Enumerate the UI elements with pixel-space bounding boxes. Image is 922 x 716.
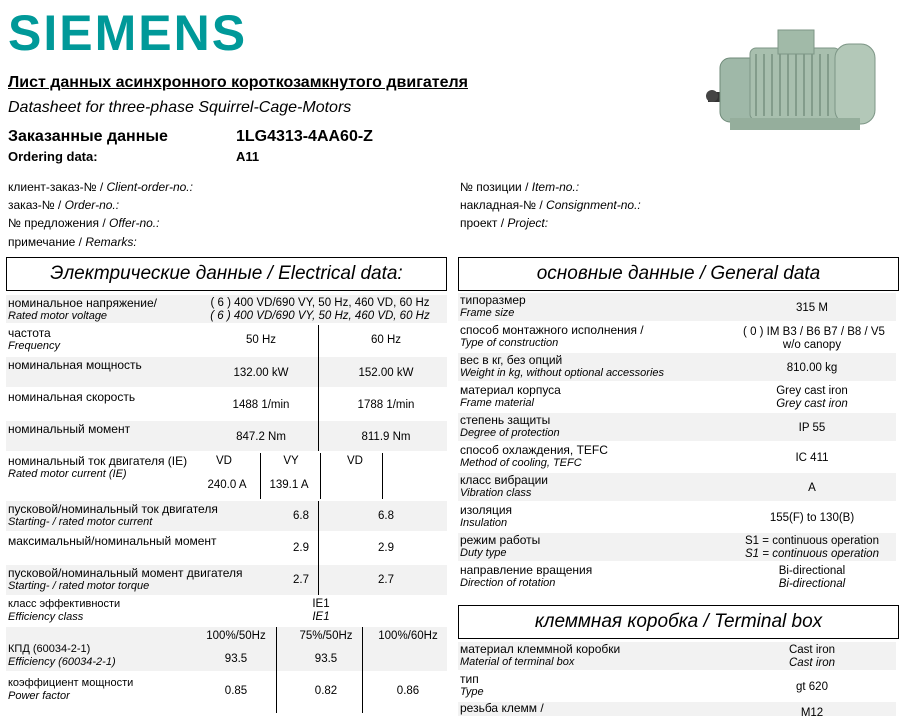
insulation-value: 155(F) to 130(B) <box>769 512 855 524</box>
siemens-logo: SIEMENS <box>8 5 248 61</box>
voltage-value-2: ( 6 ) 400 VD/690 VY, 50 Hz, 460 VD, 60 Hz <box>210 310 430 322</box>
general-row-duty <box>458 533 896 561</box>
general-row-insulation <box>458 503 896 531</box>
efficiency-label: КПД (60034-2-1) Efficiency (60034-2-1) <box>8 643 116 668</box>
title-ru: Лист данных асинхронного короткозамкнутого двигателя <box>8 74 468 91</box>
current-divider-2 <box>320 453 321 499</box>
electrical-divider-lower-1 <box>276 627 277 713</box>
electrical-divider-upper <box>318 325 319 451</box>
eff-class-label: класс эффективности Efficiency class <box>8 598 121 623</box>
meta-item-no: № позиции / Item-no.: <box>460 180 580 194</box>
protection-label: степень защиты Degree of protection <box>460 413 560 439</box>
torque-label: номинальный момент <box>8 422 131 436</box>
electrical-divider-lower-2 <box>362 627 363 713</box>
voltage-row <box>6 295 447 323</box>
duty-value-1: S1 = continuous operation <box>745 535 879 547</box>
max-torque-value-a: 2.9 <box>293 542 309 554</box>
terminal-material-value-2: Cast iron <box>788 657 836 669</box>
power-factor-label: коэффициент мощности Power factor <box>8 677 134 702</box>
terminal-type-label: тип Type <box>460 672 484 698</box>
terminal-thread-value: M12 <box>800 707 824 716</box>
frequency-value-a: 50 Hz <box>245 334 277 346</box>
frame-size-value: 315 M <box>796 302 828 314</box>
ordering-label-en: Ordering data: <box>8 149 98 164</box>
general-header: основные данные / General data <box>458 257 899 291</box>
start-torque-value-b: 2.7 <box>378 574 394 586</box>
power-factor-value-a: 0.85 <box>224 685 248 697</box>
meta-order-no: заказ-№ / Order-no.: <box>8 198 120 212</box>
frequency-label: частота Frequency <box>8 326 60 352</box>
terminal-header: клеммная коробка / Terminal box <box>458 605 899 639</box>
general-row-frame-material <box>458 383 896 411</box>
meta-consignment-no: накладная-№ / Consignment-no.: <box>460 198 641 212</box>
power-row <box>6 357 447 387</box>
start-torque-row <box>6 565 447 595</box>
current-header-vd2: VD <box>347 455 363 467</box>
voltage-value-1: ( 6 ) 400 VD/690 VY, 50 Hz, 460 VD, 60 Hz <box>210 297 430 309</box>
current-divider-3 <box>382 453 383 499</box>
meta-project: проект / Project: <box>460 216 549 230</box>
voltage-label: номинальное напряжение/ Rated motor voltage <box>8 296 157 322</box>
efficiency-header-1: 100%/50Hz <box>206 630 266 642</box>
terminal-material-value-1: Cast iron <box>788 644 836 656</box>
start-torque-label: пусковой/номинальный момент двигателя Starting- / rated motor torque <box>8 566 243 592</box>
rotation-value-2: Bi-directional <box>778 578 846 590</box>
power-factor-value-c: 0.86 <box>396 685 420 697</box>
meta-offer-no: № предложения / Offer-no.: <box>8 216 160 230</box>
torque-row <box>6 421 447 451</box>
eff-class-value-b: IE1 <box>312 611 330 623</box>
construction-value-2: w/o canopy <box>782 339 842 351</box>
general-row-weight <box>458 353 896 381</box>
current-row <box>6 453 447 499</box>
speed-value-b: 1788 1/min <box>357 399 415 411</box>
protection-value: IP 55 <box>798 422 826 434</box>
general-row-rotation <box>458 563 896 591</box>
start-current-value-a: 6.8 <box>293 510 309 522</box>
eff-class-row <box>6 597 447 625</box>
efficiency-value-a: 93.5 <box>224 653 248 665</box>
power-factor-row <box>6 673 447 713</box>
terminal-material-label: материал клеммной коробки Material of terminal box <box>460 642 621 668</box>
max-torque-label: максимальный/номинальный момент <box>8 534 217 548</box>
cooling-value: IC 411 <box>795 452 829 464</box>
speed-label: номинальная скорость <box>8 390 136 404</box>
efficiency-header-3: 100%/60Hz <box>378 630 438 642</box>
frequency-row <box>6 325 447 355</box>
start-current-value-b: 6.8 <box>378 510 394 522</box>
meta-client-order: клиент-заказ-№ / Client-order-no.: <box>8 180 193 194</box>
start-current-label: пусковой/номинальный ток двигателя Starting- / rated motor current <box>8 502 218 528</box>
general-row-cooling <box>458 443 896 471</box>
weight-label: вес в кг, без опций Weight in kg, without optional accessories <box>460 353 665 379</box>
general-row-frame-size <box>458 293 896 321</box>
electrical-header: Электрические данные / Electrical data: <box>6 257 447 291</box>
ordering-suffix: A11 <box>236 149 260 164</box>
current-label: номинальный ток двигателя (IE) Rated motor current (IE) <box>8 454 188 480</box>
motor-illustration <box>690 8 890 138</box>
terminal-row-material <box>458 642 896 670</box>
power-label: номинальная мощность <box>8 358 142 372</box>
ordering-number: 1LG4313-4AA60-Z <box>236 128 373 145</box>
eff-class-value-a: IE1 <box>312 598 330 610</box>
torque-value-a: 847.2 Nm <box>236 431 286 443</box>
current-header-vy: VY <box>283 455 299 467</box>
vibration-label: класс вибрации Vibration class <box>460 473 548 499</box>
power-value-b: 152.00 kW <box>358 367 414 379</box>
meta-remarks: примечание / Remarks: <box>8 235 137 249</box>
general-row-protection <box>458 413 896 441</box>
current-divider-1 <box>260 453 261 499</box>
general-row-construction <box>458 323 896 351</box>
current-value-b: 139.1 A <box>269 479 309 491</box>
frequency-value-b: 60 Hz <box>370 334 402 346</box>
rotation-label: направление вращения Direction of rotation <box>460 563 593 589</box>
construction-value-1: ( 0 ) IM B3 / B6 B7 / B8 / V5 <box>743 326 885 338</box>
torque-value-b: 811.9 Nm <box>361 431 411 443</box>
frame-material-label: материал корпуса Frame material <box>460 383 561 409</box>
frame-material-value-1: Grey cast iron <box>776 385 848 397</box>
rotation-value-1: Bi-directional <box>778 565 846 577</box>
motor-image <box>690 8 890 138</box>
power-factor-value-b: 0.82 <box>314 685 338 697</box>
start-current-row <box>6 501 447 531</box>
frame-material-value-2: Grey cast iron <box>776 398 848 410</box>
max-torque-row <box>6 533 447 563</box>
speed-row <box>6 389 447 419</box>
terminal-row-thread <box>458 702 896 716</box>
ordering-label-ru: Заказанные данные <box>8 128 168 145</box>
vibration-value: A <box>808 482 816 494</box>
construction-label: способ монтажного исполнения / Type of construction <box>460 323 644 349</box>
efficiency-value-b: 93.5 <box>314 653 338 665</box>
current-header-vd: VD <box>216 455 232 467</box>
electrical-divider-mid <box>318 501 319 595</box>
terminal-type-value: gt 620 <box>796 681 828 693</box>
power-value-a: 132.00 kW <box>233 367 289 379</box>
terminal-row-type <box>458 672 896 700</box>
max-torque-value-b: 2.9 <box>378 542 394 554</box>
duty-label: режим работы Duty type <box>460 533 541 559</box>
efficiency-header-2: 75%/50Hz <box>299 630 353 642</box>
start-torque-value-a: 2.7 <box>293 574 309 586</box>
speed-value-a: 1488 1/min <box>232 399 290 411</box>
weight-value: 810.00 kg <box>786 362 838 374</box>
current-value-a: 240.0 A <box>207 479 247 491</box>
frame-size-label: типоразмер Frame size <box>460 293 526 319</box>
cooling-label: способ охлаждения, TEFC Method of cooling, TEFC <box>460 443 608 469</box>
general-row-vibration <box>458 473 896 501</box>
efficiency-row <box>6 627 447 671</box>
duty-value-2: S1 = continuous operation <box>745 548 879 560</box>
insulation-label: изоляция Insulation <box>460 503 513 529</box>
title-en: Datasheet for three-phase Squirrel-Cage-Motors <box>8 99 352 116</box>
terminal-thread-label: резьба клемм / <box>460 701 544 715</box>
